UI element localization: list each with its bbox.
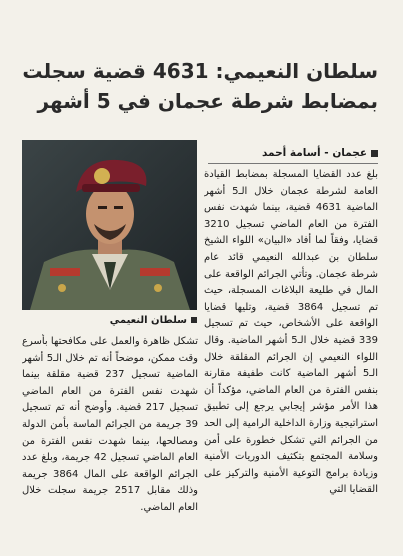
photo-caption	[22, 314, 197, 328]
portrait-photo	[22, 140, 197, 310]
article-column-right	[204, 167, 378, 552]
byline-bullet-icon	[371, 150, 378, 157]
article-paragraph-left: تشكل ظاهرة والعمل على مكافحتها بأسرع وقت ممكن، موضحاً أنه تم خلال الـ5 أشهر الماضية تسجيل 237 قضية مقلقة بينما شهدت نفس الفترة من العام الماضي تسجيل 217 قضية. وأوضح أنه تم تسجيل 39 جريمة من الجرائم الماسة بأمن الدولة ومصالحها، بينما شهدت نفس الفترة من العام الماضي تسجيل 42 جريمة، وبلغ عدد الجرائم الواقعة على المال 3864 جريمة وذلك مقابل 2517 جريمة سجلت خلال العام الماضي.	[22, 336, 198, 513]
headline-line-2: بمضابط شرطة عجمان في 5 أشهر	[37, 89, 378, 113]
article-paragraph-right: بلغ عدد القضايا المسجلة بمضابط القيادة العامة لشرطة عجمان خلال الـ5 أشهر الماضية 4631 قضية، بينما شهدت نفس الفترة من العام الماضي تسجيل 3210 قضايا، وفقاً لما أفاد «البيان» اللواء الشيخ سلطان بن عبدالله النعيمي قائد عام شرطة عجمان. وتأتي الجرائم الواقعة على المال في طليعة البلاغات المسجلة، حيث تم تسجيل 3864 قضية، وتليها قضايا الواقعة على الأشخاص، حيث تم تسجيل 339 قضية خلال الـ5 أشهر الماضية. وقال اللواء النعيمي إن الجرائم المقلقة خلال الـ5 أشهر الماضية كانت طفيفة مقارنة بنفس الفترة من العام الماضي، مؤكداً أن هذا الأمر مؤشر إيجابي يرجع إلى تطبيق استراتيجية وزارة الداخلية الرامية إلى الحد من الجرائم التي تشكل خطورة على أمن وسلامة المجتمع بتكثيف الدوريات الأمنية وزيادة برامج التوعية الأمنية والتركيز على القضايا التي	[204, 169, 378, 496]
byline	[208, 146, 378, 164]
byline-text: عجمان - أسامة أحمد	[261, 147, 367, 159]
caption-text: سلطان النعيمي	[109, 315, 187, 326]
headline-line-1: سلطان النعيمي: 4631 قضية سجلت	[22, 59, 378, 83]
officer-portrait-image	[22, 140, 197, 310]
headline	[22, 58, 378, 114]
article-column-left	[22, 334, 198, 556]
caption-bullet-icon	[191, 317, 197, 323]
